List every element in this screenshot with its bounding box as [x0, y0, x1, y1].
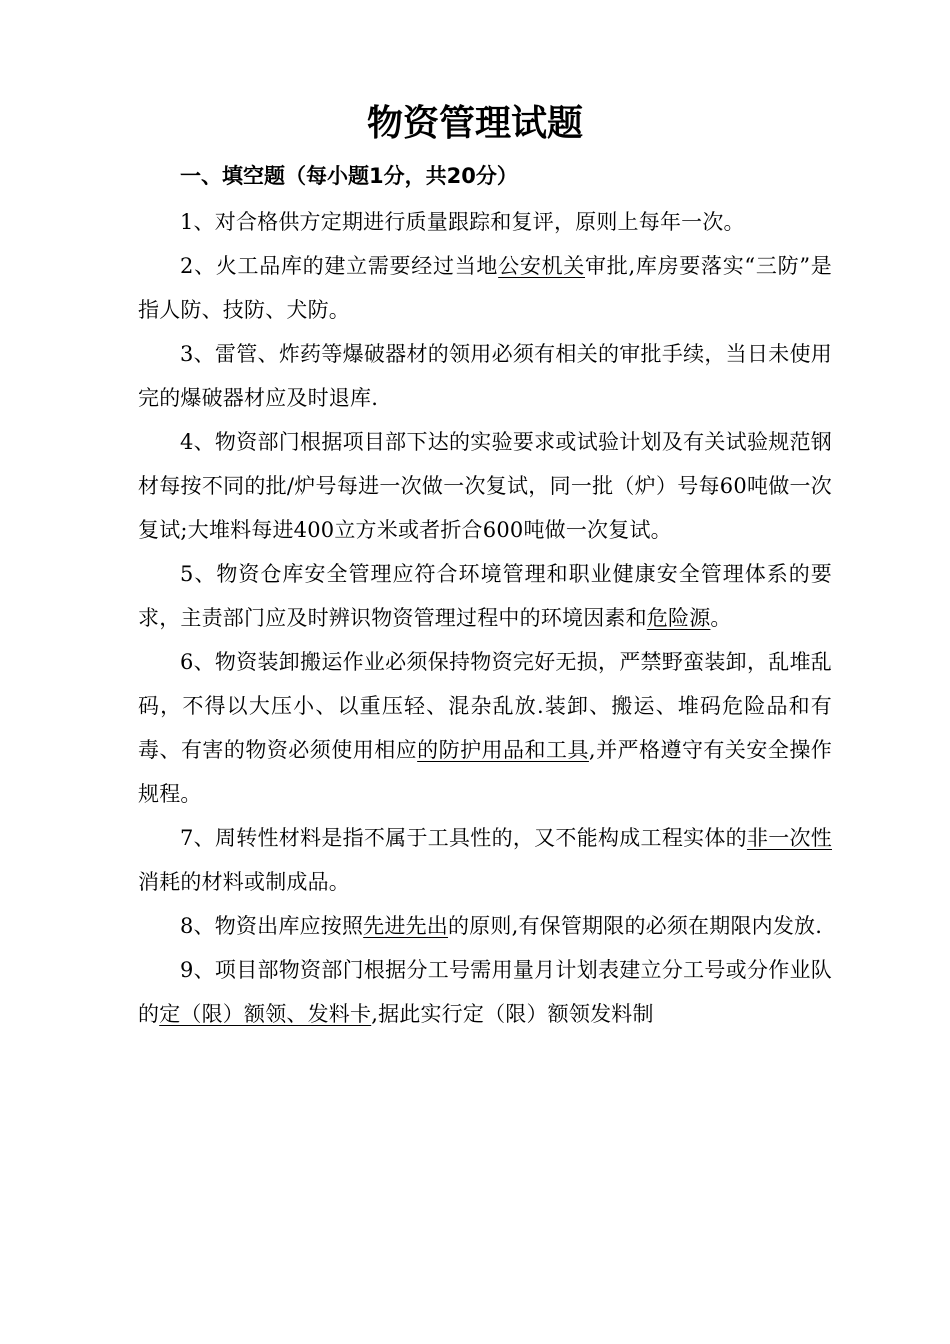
document-title: 物资管理试题: [366, 103, 583, 144]
question-item: [138, 420, 832, 552]
question-item: [138, 904, 832, 948]
answer-blank: 非一次性: [746, 826, 832, 850]
question-item: [138, 332, 832, 420]
question-text: 9、项目部物资部门根据分工号需用量月计划表建立分工号或分作业队的: [138, 958, 832, 1026]
question-item: [138, 640, 832, 816]
question-item: [138, 200, 832, 244]
question-list: [138, 200, 832, 1036]
question-text: 。: [710, 606, 732, 630]
question-text: 的原则,有保管期限的必须在期限内发放.: [447, 914, 823, 938]
question-text: 4、物资部门根据项目部下达的实验要求或试验计划及有关试验规范钢材每按不同的批/炉号每进一次做一次复试，同一批（炉）号每60吨做一次复试;大堆料每进400立方米或者折合600吨做一次复试。: [138, 430, 832, 542]
answer-blank: 危险源: [646, 606, 711, 630]
question-text: 8、物资出库应按照: [180, 914, 364, 938]
question-item: [138, 948, 832, 1036]
section-heading: 一、填空题（每小题1分，共20分）: [180, 164, 518, 188]
question-item: [138, 244, 832, 332]
question-text: 2、火工品库的建立需要经过当地: [180, 254, 499, 278]
question-item: [138, 816, 832, 904]
answer-blank: 的防护用品和工具: [417, 738, 589, 762]
question-text: 6、物资装卸搬运作业必须保持物资完好无损，严禁野蛮装卸，乱堆乱码，不得以大压小、以重压轻、混杂乱放.装卸、搬运、堆码危险品和有毒、有害的物资必须使用相应: [138, 650, 832, 762]
question-text: ,据此实行定（限）额领发料制: [371, 1002, 654, 1026]
answer-blank: 定（限）额领、发料卡: [159, 1002, 372, 1026]
question-text: 5、物资仓库安全管理应符合环境管理和职业健康安全管理体系的要求，主责部门应及时辨识物资管理过程中的环境因素和: [138, 562, 832, 630]
question-text: 1、对合格供方定期进行质量跟踪和复评，原则上每年一次。: [180, 210, 745, 234]
question-item: [138, 552, 832, 640]
question-text: 7、周转性材料是指不属于工具性的，又不能构成工程实体的: [180, 826, 747, 850]
question-text: 审批,库房要落实“三防”是指人防、技防、犬防。: [138, 254, 832, 322]
answer-blank: 先进先出: [363, 914, 448, 938]
question-text: 3、雷管、炸药等爆破器材的领用必须有相关的审批手续，当日未使用完的爆破器材应及时退库.: [138, 342, 832, 410]
question-text: ,并严格遵守有关安全操作规程。: [138, 738, 832, 806]
question-text: 消耗的材料或制成品。: [138, 870, 350, 894]
answer-blank: 公安机关: [498, 254, 586, 278]
